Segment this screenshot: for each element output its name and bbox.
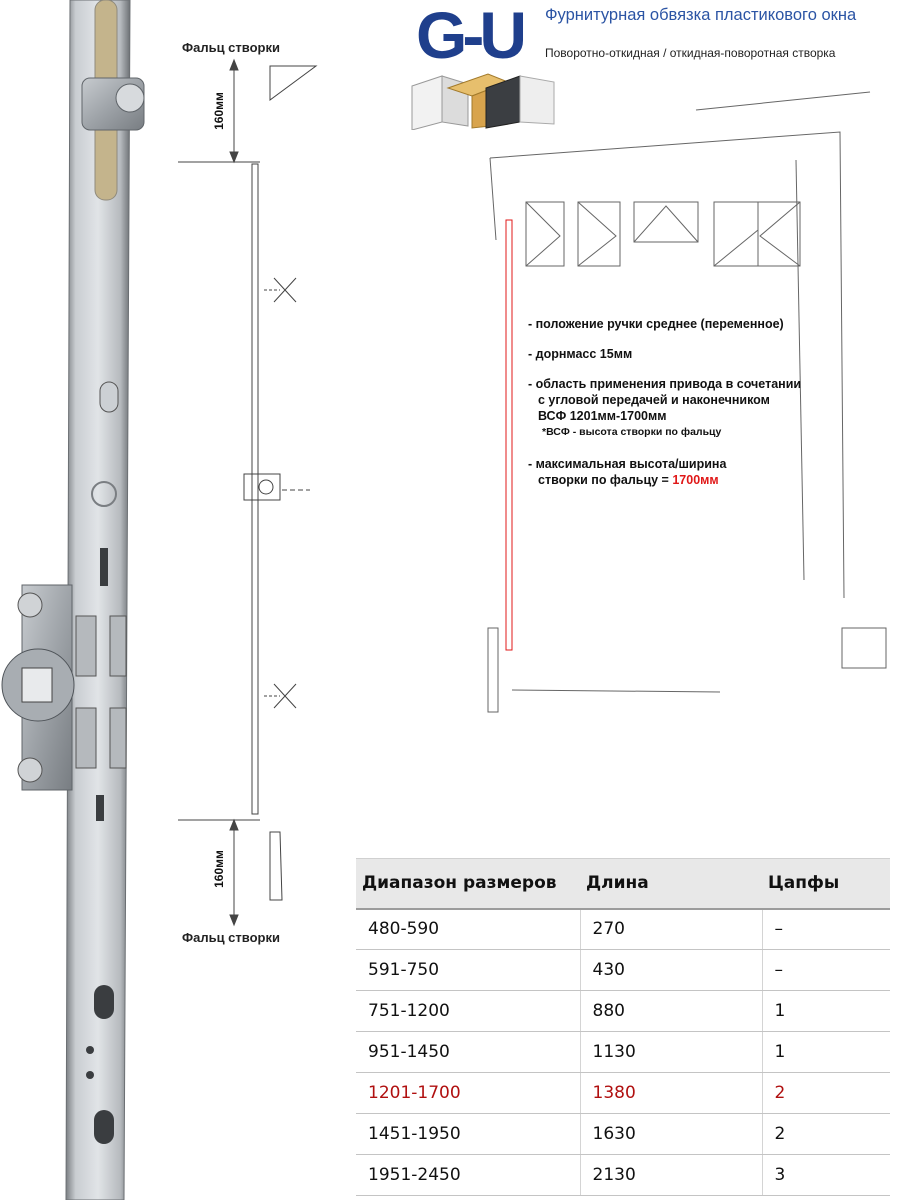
table-header-row [356,859,890,909]
col-header-pins: Цапфы [762,859,890,909]
gear-drawing [170,30,330,950]
cell-pins: 1 [762,991,890,1032]
fold-bottom-label: Фальц створки [182,930,280,945]
spec-notes [528,316,858,488]
cell-length: 1380 [580,1073,762,1114]
note-application-line1: - область применения привода в сочетании [528,377,802,391]
note-handle-position: - положение ручки среднее (переменное) [528,317,784,331]
cell-pins: 3 [762,1155,890,1196]
cell-size-range: 951-1450 [356,1032,580,1073]
cell-length: 270 [580,909,762,950]
cell-pins: – [762,950,890,991]
cell-pins: – [762,909,890,950]
cell-size-range: 591-750 [356,950,580,991]
fold-top-label: Фальц створки [182,40,280,55]
cell-size-range: 480-590 [356,909,580,950]
cell-pins: 2 [762,1114,890,1155]
product-photo [0,0,170,1200]
table-row [356,991,890,1032]
table-row [356,909,890,950]
logo-text: G-U [416,2,522,64]
note-application-line3: ВСФ 1201мм-1700мм [538,409,667,423]
note-max-size-value: 1700мм [672,473,719,487]
size-table [356,858,890,1196]
cell-size-range: 751-1200 [356,991,580,1032]
cell-length: 2130 [580,1155,762,1196]
col-header-length: Длина [580,859,762,909]
cell-length: 430 [580,950,762,991]
table-row [356,950,890,991]
cell-pins: 2 [762,1073,890,1114]
header-subtitle: Поворотно-откидная / откидная-поворотная створка [545,46,836,60]
cell-pins: 1 [762,1032,890,1073]
cell-size-range: 1201-1700 [356,1073,580,1114]
note-max-size-line1: - максимальная высота/ширина [528,457,727,471]
note-vsf-definition: *ВСФ - высота створки по фальцу [542,426,722,438]
dim-bottom-label: 160мм [211,850,226,888]
header-title: Фурнитурная обвязка пластикового окна [545,6,857,24]
cell-length: 880 [580,991,762,1032]
cell-size-range: 1951-2450 [356,1155,580,1196]
cell-length: 1630 [580,1114,762,1155]
note-backset: - дорнмасс 15мм [528,347,633,361]
table-row-highlighted [356,1073,890,1114]
cell-length: 1130 [580,1032,762,1073]
table-row [356,1032,890,1073]
cell-size-range: 1451-1950 [356,1114,580,1155]
dim-top-label: 160мм [211,92,226,130]
gu-logo [414,2,542,64]
col-header-size-range: Диапазон размеров [356,859,580,909]
table-row [356,1155,890,1196]
note-application-line2: с угловой передачей и наконечником [538,393,770,407]
table-row [356,1114,890,1155]
note-max-size-line2: створки по фальцу = [538,473,673,487]
